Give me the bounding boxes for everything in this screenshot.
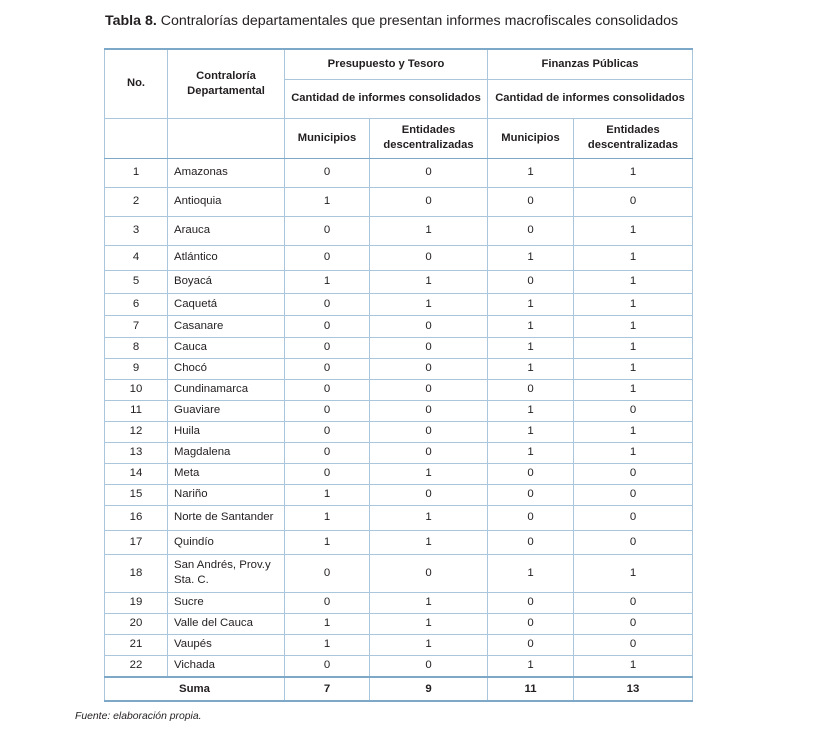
- total-pt-municipios: 7: [285, 677, 370, 701]
- row-pt-municipios: 0: [285, 245, 370, 270]
- row-pt-municipios: 0: [285, 655, 370, 677]
- row-pt-municipios: 0: [285, 358, 370, 379]
- table-row: [105, 463, 693, 484]
- table-row: [105, 400, 693, 421]
- row-fp-entidades: 0: [574, 187, 693, 216]
- table-row: [105, 379, 693, 400]
- row-no: 19: [105, 592, 168, 613]
- row-pt-municipios: 0: [285, 337, 370, 358]
- row-contraloria: Cundinamarca: [168, 379, 285, 400]
- row-fp-municipios: 0: [488, 592, 574, 613]
- row-no: 11: [105, 400, 168, 421]
- row-contraloria: Huila: [168, 421, 285, 442]
- row-contraloria: Valle del Cauca: [168, 613, 285, 634]
- table-row: [105, 655, 693, 677]
- row-pt-municipios: 1: [285, 530, 370, 554]
- table-row: [105, 442, 693, 463]
- row-contraloria: Nariño: [168, 484, 285, 505]
- row-pt-municipios: 0: [285, 592, 370, 613]
- row-pt-municipios: 1: [285, 484, 370, 505]
- row-fp-entidades: 0: [574, 613, 693, 634]
- row-no: 17: [105, 530, 168, 554]
- row-fp-municipios: 1: [488, 358, 574, 379]
- row-no: 20: [105, 613, 168, 634]
- header-empty-name: [168, 118, 285, 158]
- row-contraloria: Quindío: [168, 530, 285, 554]
- row-pt-entidades: 0: [370, 245, 488, 270]
- row-pt-entidades: 0: [370, 379, 488, 400]
- table-row: [105, 270, 693, 293]
- row-no: 5: [105, 270, 168, 293]
- row-no: 3: [105, 216, 168, 245]
- row-contraloria: Antioquia: [168, 187, 285, 216]
- row-contraloria: Caquetá: [168, 293, 285, 315]
- total-fp-entidades: 13: [574, 677, 693, 701]
- row-fp-municipios: 1: [488, 442, 574, 463]
- table-row: [105, 592, 693, 613]
- row-contraloria: Vaupés: [168, 634, 285, 655]
- row-fp-municipios: 0: [488, 379, 574, 400]
- row-contraloria: Guaviare: [168, 400, 285, 421]
- source-note: Fuente: elaboración propia.: [75, 711, 202, 722]
- row-pt-entidades: 0: [370, 358, 488, 379]
- row-pt-entidades: 0: [370, 554, 488, 592]
- row-pt-entidades: 1: [370, 613, 488, 634]
- row-pt-municipios: 0: [285, 442, 370, 463]
- header-no: No.: [105, 49, 168, 118]
- table-body: [105, 158, 693, 677]
- header-cantidad-fp: Cantidad de informes consolidados: [488, 79, 693, 118]
- row-pt-entidades: 0: [370, 315, 488, 337]
- row-no: 9: [105, 358, 168, 379]
- row-pt-municipios: 0: [285, 400, 370, 421]
- row-pt-entidades: 1: [370, 530, 488, 554]
- caption-text: Contralorías departamentales que presentan informes macrofiscales consolidados: [160, 13, 679, 29]
- header-empty-no: [105, 118, 168, 158]
- row-fp-entidades: 1: [574, 337, 693, 358]
- contralorias-table: [104, 48, 693, 702]
- row-pt-entidades: 0: [370, 158, 488, 187]
- row-fp-entidades: 0: [574, 634, 693, 655]
- row-contraloria: Vichada: [168, 655, 285, 677]
- row-fp-entidades: 0: [574, 484, 693, 505]
- row-fp-entidades: 1: [574, 245, 693, 270]
- row-fp-entidades: 1: [574, 655, 693, 677]
- row-fp-municipios: 1: [488, 400, 574, 421]
- row-pt-municipios: 1: [285, 505, 370, 530]
- row-contraloria: Boyacá: [168, 270, 285, 293]
- row-fp-municipios: 1: [488, 421, 574, 442]
- row-fp-entidades: 1: [574, 442, 693, 463]
- row-pt-entidades: 0: [370, 655, 488, 677]
- row-fp-municipios: 1: [488, 245, 574, 270]
- row-pt-entidades: 1: [370, 505, 488, 530]
- row-fp-municipios: 0: [488, 270, 574, 293]
- row-pt-entidades: 0: [370, 187, 488, 216]
- row-fp-municipios: 0: [488, 187, 574, 216]
- row-fp-entidades: 1: [574, 315, 693, 337]
- table-row: [105, 358, 693, 379]
- table-row: [105, 530, 693, 554]
- row-contraloria: Atlántico: [168, 245, 285, 270]
- row-pt-municipios: 0: [285, 421, 370, 442]
- row-fp-entidades: 1: [574, 554, 693, 592]
- row-pt-entidades: 0: [370, 400, 488, 421]
- table-row: [105, 293, 693, 315]
- header-finanzas-publicas: Finanzas Públicas: [488, 49, 693, 79]
- row-fp-entidades: 1: [574, 158, 693, 187]
- row-pt-entidades: 1: [370, 592, 488, 613]
- table-row: [105, 245, 693, 270]
- row-contraloria: Meta: [168, 463, 285, 484]
- row-contraloria: Magdalena: [168, 442, 285, 463]
- row-fp-municipios: 0: [488, 634, 574, 655]
- table-row: [105, 187, 693, 216]
- row-contraloria: Norte de Santander: [168, 505, 285, 530]
- row-pt-entidades: 0: [370, 421, 488, 442]
- row-no: 6: [105, 293, 168, 315]
- row-pt-entidades: 0: [370, 484, 488, 505]
- row-pt-municipios: 1: [285, 270, 370, 293]
- row-fp-entidades: 0: [574, 592, 693, 613]
- row-pt-municipios: 0: [285, 554, 370, 592]
- row-fp-municipios: 0: [488, 505, 574, 530]
- row-contraloria: Amazonas: [168, 158, 285, 187]
- row-contraloria: Cauca: [168, 337, 285, 358]
- table-row: [105, 484, 693, 505]
- row-fp-entidades: 1: [574, 358, 693, 379]
- table-row: [105, 505, 693, 530]
- header-fp-municipios: Municipios: [488, 118, 574, 158]
- row-pt-municipios: 1: [285, 634, 370, 655]
- row-fp-entidades: 1: [574, 379, 693, 400]
- row-pt-municipios: 0: [285, 315, 370, 337]
- row-pt-entidades: 1: [370, 293, 488, 315]
- table-row: [105, 613, 693, 634]
- row-contraloria: Chocó: [168, 358, 285, 379]
- row-fp-municipios: 0: [488, 484, 574, 505]
- row-no: 1: [105, 158, 168, 187]
- row-no: 8: [105, 337, 168, 358]
- row-no: 18: [105, 554, 168, 592]
- row-pt-entidades: 0: [370, 442, 488, 463]
- row-fp-municipios: 1: [488, 158, 574, 187]
- row-fp-municipios: 1: [488, 554, 574, 592]
- table-row: [105, 634, 693, 655]
- row-no: 16: [105, 505, 168, 530]
- header-contraloria: Contraloría Departamental: [168, 49, 285, 118]
- header-pt-entidades: Entidades descentralizadas: [370, 118, 488, 158]
- row-contraloria: Casanare: [168, 315, 285, 337]
- total-fp-municipios: 11: [488, 677, 574, 701]
- row-fp-municipios: 0: [488, 463, 574, 484]
- row-pt-municipios: 0: [285, 463, 370, 484]
- total-row: [105, 677, 693, 701]
- table-row: [105, 315, 693, 337]
- header-fp-entidades: Entidades descentralizadas: [574, 118, 693, 158]
- row-no: 21: [105, 634, 168, 655]
- row-fp-municipios: 0: [488, 216, 574, 245]
- row-pt-municipios: 0: [285, 379, 370, 400]
- row-fp-municipios: 1: [488, 293, 574, 315]
- row-no: 10: [105, 379, 168, 400]
- row-fp-municipios: 0: [488, 613, 574, 634]
- total-label: Suma: [105, 677, 285, 701]
- row-pt-entidades: 1: [370, 463, 488, 484]
- row-pt-municipios: 1: [285, 613, 370, 634]
- row-fp-entidades: 0: [574, 463, 693, 484]
- table-row: [105, 554, 693, 592]
- row-contraloria: Arauca: [168, 216, 285, 245]
- row-pt-entidades: 1: [370, 216, 488, 245]
- row-no: 14: [105, 463, 168, 484]
- row-contraloria: San Andrés, Prov.y Sta. C.: [168, 554, 285, 592]
- row-no: 15: [105, 484, 168, 505]
- row-pt-municipios: 0: [285, 216, 370, 245]
- row-fp-municipios: 1: [488, 655, 574, 677]
- row-fp-entidades: 0: [574, 530, 693, 554]
- row-pt-entidades: 0: [370, 337, 488, 358]
- header-pt-municipios: Municipios: [285, 118, 370, 158]
- row-fp-entidades: 1: [574, 421, 693, 442]
- row-pt-municipios: 1: [285, 187, 370, 216]
- table-caption: [105, 13, 678, 29]
- row-no: 22: [105, 655, 168, 677]
- row-pt-entidades: 1: [370, 634, 488, 655]
- row-fp-entidades: 0: [574, 400, 693, 421]
- row-no: 13: [105, 442, 168, 463]
- row-pt-entidades: 1: [370, 270, 488, 293]
- row-no: 7: [105, 315, 168, 337]
- table-row: [105, 216, 693, 245]
- row-fp-entidades: 1: [574, 270, 693, 293]
- row-fp-municipios: 1: [488, 315, 574, 337]
- row-fp-entidades: 1: [574, 216, 693, 245]
- caption-label: Tabla 8.: [105, 13, 157, 29]
- row-contraloria: Sucre: [168, 592, 285, 613]
- row-fp-municipios: 0: [488, 530, 574, 554]
- row-fp-entidades: 0: [574, 505, 693, 530]
- header-presupuesto-tesoro: Presupuesto y Tesoro: [285, 49, 488, 79]
- row-no: 2: [105, 187, 168, 216]
- table-row: [105, 158, 693, 187]
- table-row: [105, 421, 693, 442]
- total-pt-entidades: 9: [370, 677, 488, 701]
- header-cantidad-pt: Cantidad de informes consolidados: [285, 79, 488, 118]
- row-no: 12: [105, 421, 168, 442]
- table-row: [105, 337, 693, 358]
- row-pt-municipios: 0: [285, 293, 370, 315]
- row-fp-entidades: 1: [574, 293, 693, 315]
- row-fp-municipios: 1: [488, 337, 574, 358]
- row-no: 4: [105, 245, 168, 270]
- row-pt-municipios: 0: [285, 158, 370, 187]
